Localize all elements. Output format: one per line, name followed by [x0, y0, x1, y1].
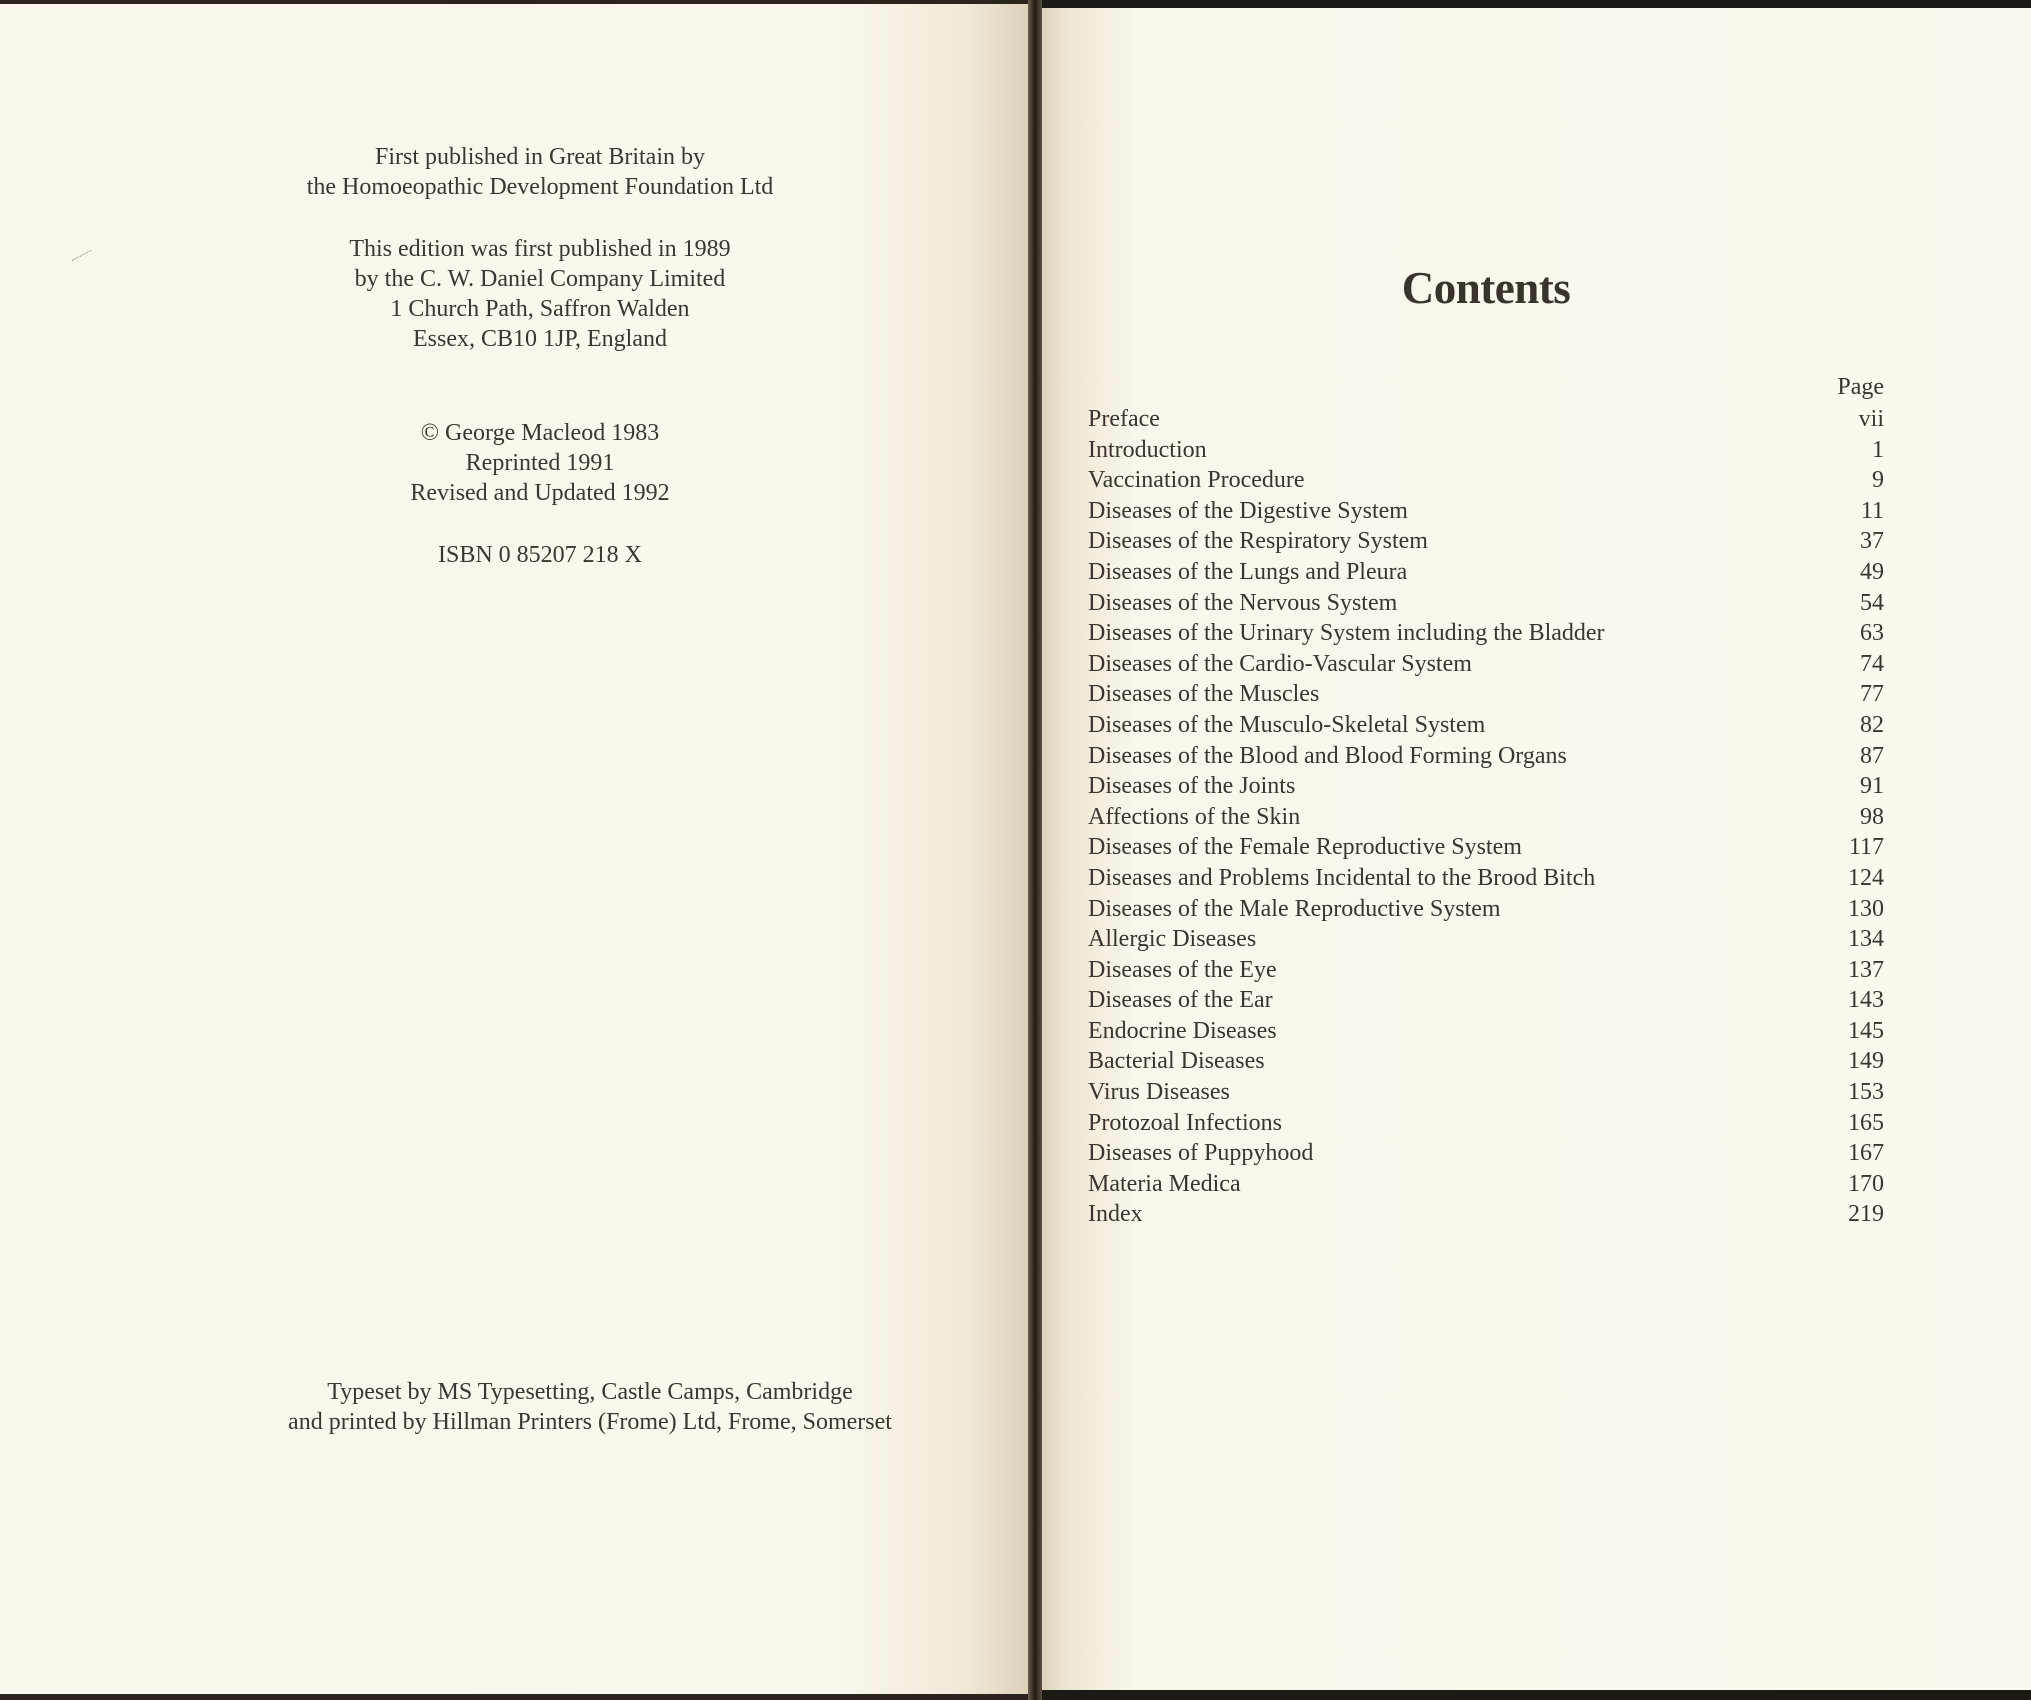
- toc-entry: [1088, 496, 1884, 527]
- pencil-mark: [72, 250, 98, 274]
- edition-block: [220, 234, 860, 354]
- edition-line: 1 Church Path, Saffron Walden: [390, 296, 690, 322]
- toc-entry-page: 82: [1860, 711, 1884, 738]
- edition-line: This edition was first published in 1989: [349, 236, 731, 262]
- publisher-line: First published in Great Britain by: [375, 144, 705, 170]
- copyright-line: © George Macleod 1983: [420, 420, 660, 446]
- toc-entry: [1088, 710, 1884, 741]
- toc-entry-title: Diseases of the Digestive System: [1088, 497, 1408, 524]
- printer-line: Typeset by MS Typesetting, Castle Camps, Cambridge: [327, 1379, 853, 1405]
- toc-entry: [1088, 588, 1884, 619]
- toc-entry: [1088, 557, 1884, 588]
- toc-entry: [1088, 832, 1884, 863]
- toc-entry-page: 167: [1848, 1140, 1884, 1167]
- toc-entry: [1088, 618, 1884, 649]
- toc-entry-page: 74: [1860, 650, 1884, 677]
- table-of-contents: [1088, 374, 1884, 1230]
- toc-entry-page: 9: [1872, 467, 1884, 494]
- toc-entry-title: Diseases of the Joints: [1088, 773, 1296, 800]
- toc-entry-title: Allergic Diseases: [1088, 926, 1257, 953]
- toc-entry-page: 145: [1848, 1017, 1884, 1044]
- toc-entry-page: 153: [1848, 1079, 1884, 1106]
- toc-entry-page: 1: [1872, 436, 1884, 463]
- toc-entry-title: Diseases of the Muscles: [1088, 681, 1320, 708]
- toc-entry: [1088, 924, 1884, 955]
- toc-entry-title: Endocrine Diseases: [1088, 1017, 1277, 1044]
- toc-entry-title: Diseases of Puppyhood: [1088, 1140, 1314, 1167]
- toc-entry-title: Diseases of the Female Reproductive System: [1088, 834, 1522, 861]
- toc-entry-title: Materia Medica: [1088, 1170, 1241, 1197]
- toc-entry-title: Diseases of the Eye: [1088, 956, 1277, 983]
- toc-entry-title: Diseases of the Blood and Blood Forming Organs: [1088, 742, 1567, 769]
- printer-block: [215, 1377, 965, 1437]
- cover-edge: [1036, 0, 2031, 8]
- toc-entry-title: Diseases of the Cardio-Vascular System: [1088, 650, 1472, 677]
- toc-entry: [1088, 771, 1884, 802]
- toc-entry: [1088, 465, 1884, 496]
- toc-entry-title: Vaccination Procedure: [1088, 467, 1305, 494]
- toc-entry: [1088, 955, 1884, 986]
- toc-entry: [1088, 1016, 1884, 1047]
- toc-entry-page: vii: [1858, 406, 1884, 432]
- page-title: Contents: [1401, 263, 1571, 313]
- toc-entry-title: Protozoal Infections: [1088, 1109, 1282, 1136]
- toc-entry: [1088, 679, 1884, 710]
- toc-list: [1088, 404, 1884, 1230]
- toc-entry-page: 37: [1860, 528, 1884, 555]
- toc-entry-page: 77: [1860, 681, 1884, 708]
- toc-entry-page: 137: [1848, 956, 1884, 983]
- publisher-line: the Homoeopathic Development Foundation Ltd: [306, 174, 774, 200]
- toc-entry-page: 165: [1848, 1109, 1884, 1136]
- toc-entry-title: Diseases and Problems Incidental to the Brood Bitch: [1088, 864, 1596, 891]
- toc-entry: [1088, 1199, 1884, 1230]
- toc-entry: [1088, 1108, 1884, 1139]
- toc-entry: [1088, 404, 1884, 435]
- toc-entry: [1088, 1138, 1884, 1169]
- toc-entry-title: Diseases of the Respiratory System: [1088, 528, 1428, 555]
- toc-entry: [1088, 1169, 1884, 1200]
- toc-entry: [1088, 649, 1884, 680]
- toc-entry-title: Bacterial Diseases: [1088, 1048, 1265, 1075]
- toc-entry-page: 170: [1848, 1170, 1884, 1197]
- edition-line: Essex, CB10 1JP, England: [412, 326, 667, 352]
- toc-entry-title: Virus Diseases: [1088, 1079, 1230, 1106]
- toc-entry-page: 63: [1860, 620, 1884, 647]
- toc-entry-page: 149: [1848, 1048, 1884, 1075]
- toc-entry: [1088, 741, 1884, 772]
- toc-entry-title: Diseases of the Nervous System: [1088, 589, 1398, 616]
- toc-entry-page: 54: [1860, 589, 1884, 616]
- toc-entry-page: 117: [1848, 834, 1884, 861]
- toc-entry-page: 143: [1848, 987, 1884, 1014]
- toc-entry-page: 49: [1860, 558, 1884, 585]
- toc-entry-title: Diseases of the Musculo-Skeletal System: [1088, 711, 1486, 738]
- edition-line: by the C. W. Daniel Company Limited: [354, 266, 726, 292]
- toc-entry: [1088, 802, 1884, 833]
- toc-entry: [1088, 526, 1884, 557]
- toc-entry: [1088, 985, 1884, 1016]
- toc-entry: [1088, 435, 1884, 466]
- isbn: ISBN 0 85207 218 X: [437, 542, 642, 568]
- toc-entry: [1088, 1046, 1884, 1077]
- toc-entry-title: Diseases of the Lungs and Pleura: [1088, 558, 1408, 585]
- toc-entry-title: Diseases of the Urinary System including the Bladder: [1088, 620, 1605, 647]
- toc-entry: [1088, 1077, 1884, 1108]
- printer-line: and printed by Hillman Printers (Frome) Ltd, Frome, Somerset: [288, 1409, 892, 1435]
- toc-entry-page: 219: [1848, 1201, 1884, 1228]
- cover-edge: [1036, 1690, 2031, 1700]
- isbn-block: [220, 540, 860, 570]
- copyright-block: [220, 418, 860, 508]
- page-column-header: Page: [1837, 374, 1884, 400]
- left-page: [0, 4, 1036, 1694]
- toc-entry-title: Index: [1088, 1201, 1143, 1228]
- toc-entry-page: 91: [1860, 773, 1884, 800]
- toc-entry: [1088, 894, 1884, 925]
- copyright-line: Reprinted 1991: [465, 450, 615, 476]
- toc-entry-page: 98: [1860, 803, 1884, 830]
- toc-entry-page: 87: [1860, 742, 1884, 769]
- toc-entry-title: Introduction: [1088, 436, 1207, 463]
- toc-entry-title: Preface: [1088, 406, 1160, 432]
- toc-entry-page: 130: [1848, 895, 1884, 922]
- book-gutter: [1028, 0, 1042, 1700]
- copyright-line: Revised and Updated 1992: [410, 480, 670, 506]
- toc-entry-title: Diseases of the Ear: [1088, 987, 1273, 1014]
- toc-entry-title: Diseases of the Male Reproductive System: [1088, 895, 1501, 922]
- toc-entry-page: 11: [1860, 497, 1884, 524]
- toc-entry-title: Affections of the Skin: [1088, 803, 1301, 830]
- publisher-block: [220, 142, 860, 202]
- toc-entry-page: 124: [1848, 864, 1884, 891]
- toc-entry-page: 134: [1848, 926, 1884, 953]
- toc-entry: [1088, 863, 1884, 894]
